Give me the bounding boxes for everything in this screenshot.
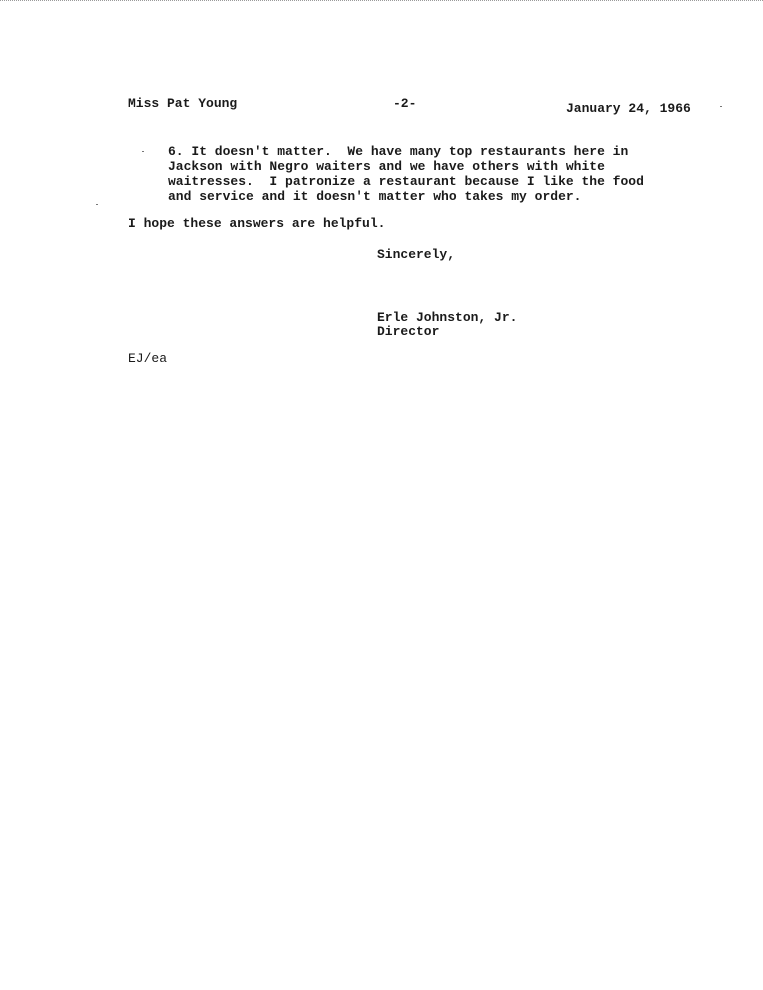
recipient-name: Miss Pat Young — [128, 96, 238, 111]
reference-initials: EJ/ea — [128, 351, 168, 366]
letter-date: January 24, 1966 — [566, 101, 691, 116]
answer-line: waitresses. I patronize a restaurant because I like the food — [168, 174, 644, 189]
answer-line: Jackson with Negro waiters and we have others with white — [168, 159, 605, 174]
closing-paragraph: I hope these answers are helpful. — [128, 216, 386, 231]
answer-line: and service and it doesn't matter who takes my order. — [168, 189, 582, 204]
page-top-dotted-border — [0, 0, 763, 1]
signer-name: Erle Johnston, Jr. — [377, 310, 518, 325]
signer-title: Director — [377, 324, 440, 339]
answer-line: 6. It doesn't matter. We have many top restaurants here in — [168, 144, 629, 159]
scan-speck — [142, 151, 144, 152]
complimentary-close: Sincerely, — [377, 247, 456, 262]
page-number: -2- — [393, 96, 417, 111]
scan-speck — [96, 204, 98, 205]
scan-speck — [720, 106, 722, 107]
